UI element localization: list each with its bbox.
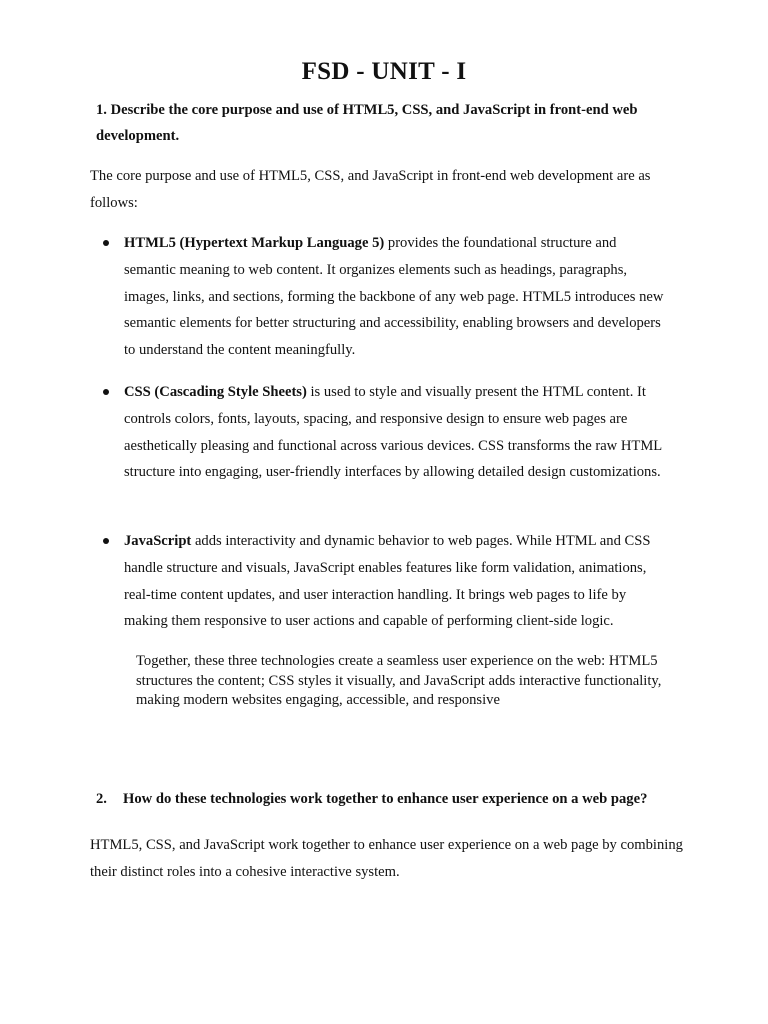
question-text: How do these technologies work together to enhance user experience on a web page? (123, 791, 648, 807)
answer-2-paragraph: HTML5, CSS, and JavaScript work together to enhance user experience on a web page by combining their distinct roles into a cohesive interactive system. (90, 837, 683, 880)
list-item-term: HTML5 (Hypertext Markup Language 5) (124, 235, 385, 251)
page-title: FSD - UNIT - I (301, 58, 467, 85)
list-item-css (124, 379, 664, 486)
list-item-description: is used to style and visually present the HTML content. It controls colors, fonts, layouts, spacing, and responsive design to ensure web pages are aesthetically pleasing and functional across various devices. CSS transforms the raw HTML structure into engaging, user-friendly interfaces by allowing detailed design customizations. (124, 384, 662, 481)
list-item-description: adds interactivity and dynamic behavior to web pages. While HTML and CSS handle structure and visuals, JavaScript enables features like form validation, animations, real-time content updates, and user interaction handling. It brings web pages to life by making them responsive to user actions and capable of performing client-side logic. (124, 533, 651, 630)
list-item-description: provides the foundational structure and semantic meaning to web content. It organizes elements such as headings, paragraphs, images, links, and sections, forming the backbone of any web page. HTML5 introduces new semantic elements for better structuring and accessibility, enabling browsers and developers to understand the content meaningfully. (124, 235, 664, 359)
list-item-term: CSS (Cascading Style Sheets) (124, 384, 307, 400)
intro-paragraph: The core purpose and use of HTML5, CSS, and JavaScript in front-end web development are as follows: (90, 168, 651, 211)
bullet-dot-icon (103, 389, 109, 395)
list-item-javascript (124, 528, 664, 635)
question-number: 2. (96, 791, 107, 807)
bullet-dot-icon (103, 240, 109, 246)
question-1: 1. Describe the core purpose and use of HTML5, CSS, and JavaScript in front-end web development. (96, 102, 638, 144)
list-item-term: JavaScript (124, 533, 192, 549)
question-2 (96, 786, 716, 812)
summary-paragraph: Together, these three technologies create a seamless user experience on the web: HTML5 structures the content; CSS styles it visually, and JavaScript adds interactive functionality, making modern websites engaging, accessible, and responsive (136, 653, 662, 708)
bullet-dot-icon (103, 538, 109, 544)
list-item-html5 (124, 230, 664, 364)
